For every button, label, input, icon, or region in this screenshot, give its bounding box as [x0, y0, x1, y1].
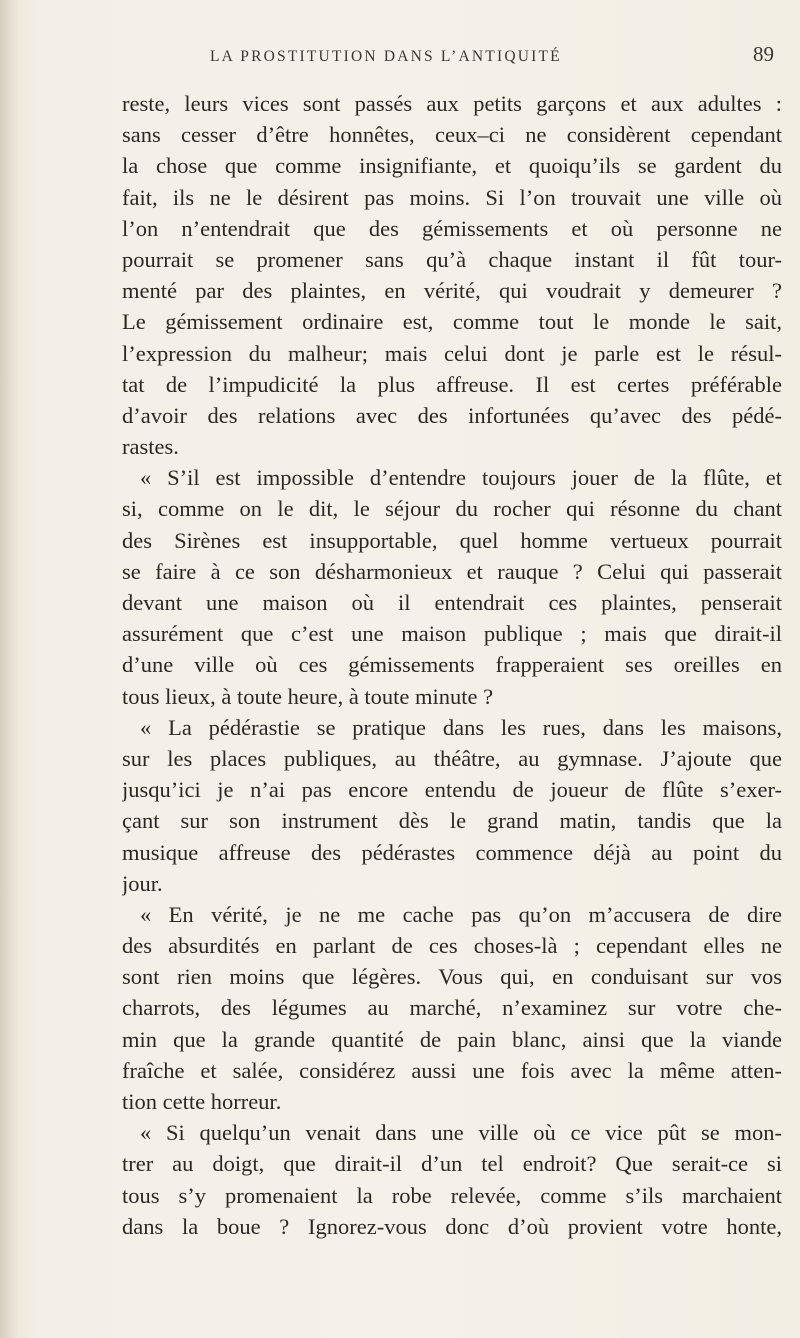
text-line: des absurdités en parlant de ces choses-là ; cependant elles ne: [122, 933, 782, 959]
text-line: tat de l’impudicité la plus affreuse. Il est certes préférable: [122, 371, 782, 397]
text-line: fraîche et salée, considérez aussi une fois avec la même atten-: [122, 1057, 782, 1083]
text-line: trer au doigt, que dirait-il d’un tel endroit? Que serait-ce si: [122, 1151, 782, 1177]
text-line: si, comme on le dit, le séjour du rocher qui résonne du chant: [122, 496, 782, 522]
text-line: reste, leurs vices sont passés aux petits garçons et aux adultes :: [122, 91, 782, 116]
text-line: sont rien moins que légères. Vous qui, en conduisant sur vos: [122, 964, 782, 990]
text-line: fait, ils ne le désirent pas moins. Si l’on trouvait une ville où: [122, 184, 782, 210]
text-line: menté par des plaintes, en vérité, qui voudrait y demeurer ?: [122, 278, 782, 304]
text-line: d’avoir des relations avec des infortunées qu’avec des pédé-: [122, 402, 782, 428]
text-line: jusqu’ici je n’ai pas encore entendu de joueur de flûte s’exer-: [122, 777, 782, 803]
text-line: devant une maison où il entendrait ces plaintes, penserait: [122, 590, 782, 615]
text-line: sans cesser d’être honnêtes, ceux–ci ne considèrent cependant: [122, 122, 782, 148]
text-line: « En vérité, je ne me cache pas qu’on m’accusera de dire: [140, 901, 782, 927]
text-line: l’expression du malheur; mais celui dont je parle est le résul-: [122, 340, 782, 366]
text-line: dans la boue ? Ignorez-vous donc d’où provient votre honte,: [122, 1213, 782, 1239]
text-line: des Sirènes est insupportable, quel homme vertueux pourrait: [122, 527, 782, 553]
text-line: « Si quelqu’un venait dans une ville où ce vice pût se mon-: [140, 1120, 782, 1146]
text-line: min que la grande quantité de pain blanc, ainsi que la viande: [122, 1026, 782, 1052]
text-line: rastes.: [122, 434, 179, 460]
running-head: LA PROSTITUTION DANS L’ANTIQUITÉ: [210, 48, 562, 65]
text-line: l’on n’entendrait que des gémissements et où personne ne: [122, 215, 782, 241]
text-line: tion cette horreur.: [122, 1089, 282, 1114]
body-text: [122, 88, 782, 1242]
text-line: assurément que c’est une maison publique ; mais que dirait-il: [122, 621, 782, 647]
gutter-shadow: [0, 0, 18, 1338]
text-line: Le gémissement ordinaire est, comme tout le monde le sait,: [122, 309, 782, 335]
text-line: sur les places publiques, au théâtre, au gymnase. J’ajoute que: [122, 745, 782, 771]
text-line: charrots, des légumes au marché, n’examinez sur votre che-: [122, 995, 782, 1021]
text-line: « S’il est impossible d’entendre toujours jouer de la flûte, et: [140, 465, 782, 491]
text-line: pourrait se promener sans qu’à chaque instant il fût tour-: [122, 246, 782, 272]
text-line: tous lieux, à toute heure, à toute minute ?: [122, 683, 494, 709]
page-header: [170, 42, 774, 72]
text-line: « La pédérastie se pratique dans les rues, dans les maisons,: [140, 714, 782, 740]
text-line: tous s’y promenaient la robe relevée, comme s’ils marchaient: [122, 1182, 782, 1208]
text-line: se faire à ce son désharmonieux et rauque ? Celui qui passerait: [122, 558, 782, 584]
text-line: jour.: [122, 870, 163, 896]
text-line: d’une ville où ces gémissements frapperaient ses oreilles en: [122, 652, 782, 678]
text-line: çant sur son instrument dès le grand matin, tandis que la: [122, 808, 782, 834]
text-line: musique affreuse des pédérastes commence déjà au point du: [122, 839, 782, 865]
page-number: 89: [753, 42, 774, 66]
text-line: la chose que comme insignifiante, et quoiqu’ils se gardent du: [122, 153, 782, 179]
